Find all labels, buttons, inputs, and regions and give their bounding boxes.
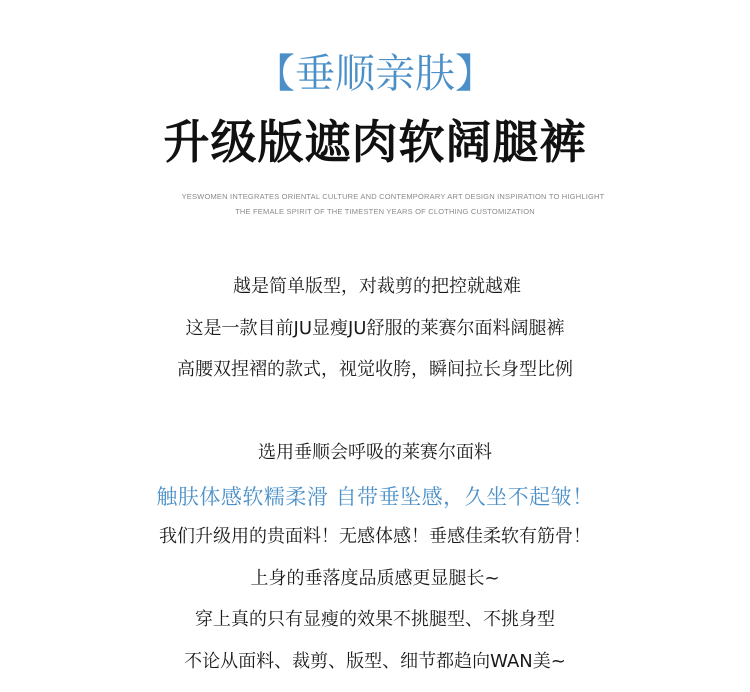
- description-line-3: 高腰双捏褶的款式，视觉收胯，瞬间拉长身型比例: [177, 359, 573, 380]
- feature-line-2: 上身的垂落度品质感更显腿长~: [250, 568, 500, 589]
- description-line-1: 越是简单版型，对裁剪的把控就越难: [233, 276, 521, 297]
- feature-line-4: 不论从面料、裁剪、版型、细节都趋向WAN美~: [184, 651, 566, 672]
- feature-line-3: 穿上真的只有显瘦的效果不挑腿型、不挑身型: [195, 609, 555, 630]
- description-line-2: 这是一款目前JU显瘦JU舒服的莱赛尔面料阔腿裤: [185, 318, 565, 339]
- product-title: 升级版遮肉软阔腿裤: [163, 115, 587, 169]
- feature-line-1: 我们升级用的贵面料！无感体感！垂感佳柔软有筋骨！: [159, 526, 591, 547]
- fabric-line: 选用垂顺会呼吸的莱赛尔面料: [258, 442, 492, 463]
- highlight-line: 触肤体感软糯柔滑 自带垂坠感，久坐不起皱！: [156, 485, 594, 509]
- tagline-heading: 【垂顺亲肤】: [255, 51, 495, 97]
- english-caption-line-2: THE FEMALE SPIRIT OF THE TIMESTEN YEARS OF CLOTHING CUSTOMIZATION: [235, 207, 535, 216]
- english-caption-line-1: YESWOMEN INTEGRATES ORIENTAL CULTURE AND CONTEMPORARY ART DESIGN INSPIRATION TO HIGHLIGHT: [181, 192, 605, 201]
